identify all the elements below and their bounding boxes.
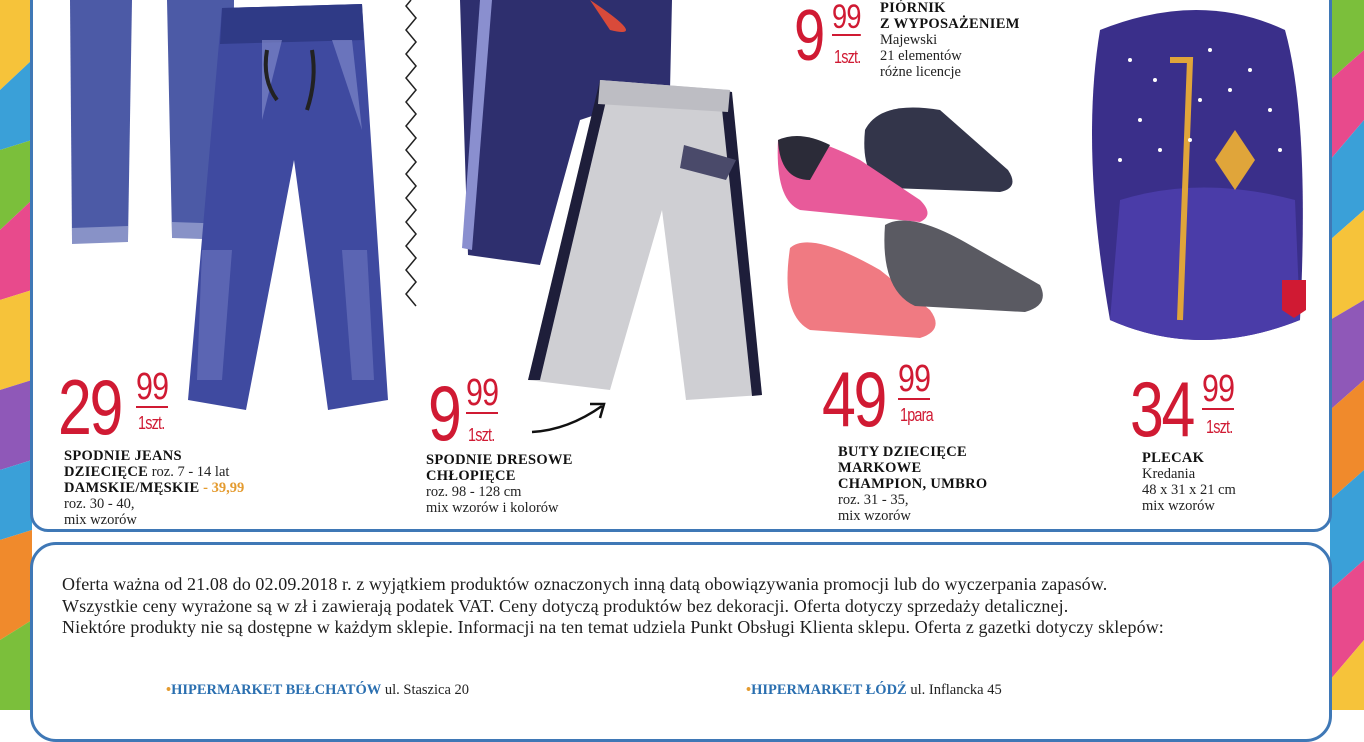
- product-desc: Kredania: [1142, 466, 1196, 482]
- product-line: [64, 480, 304, 496]
- price-unit: 1szt.: [834, 47, 861, 67]
- store-item: [166, 682, 469, 699]
- product-desc: różne licencje: [880, 64, 961, 80]
- store-name: HIPERMARKET BEŁCHATÓW: [171, 682, 382, 698]
- pencil-case-price: [794, 0, 884, 76]
- product-title: PLECAK: [1142, 450, 1205, 466]
- info-panel: [30, 542, 1332, 742]
- product-desc: roz. 98 - 128 cm: [426, 484, 522, 500]
- product-title: CHŁOPIĘCE: [426, 468, 516, 484]
- product-title-part: DZIECIĘCE: [64, 464, 149, 480]
- price-unit: 1szt.: [138, 413, 165, 433]
- shoes-price: [822, 355, 962, 443]
- product-title: PIÓRNIK: [880, 0, 946, 16]
- arrow-icon: [528, 398, 612, 438]
- product-title: MARKOWE: [838, 460, 922, 476]
- price-unit: 1szt.: [1206, 417, 1233, 437]
- price-decimal: 99: [832, 0, 861, 36]
- price-main: 29: [58, 363, 121, 451]
- vat-info-text: Wszystkie ceny wyrażone są w zł i zawierają podatek VAT. Ceny dotyczą produktów bez dekoracji. Oferta dotyczy sprzedaży detalicznej.: [62, 596, 1069, 616]
- jeans-description: [64, 448, 304, 528]
- backpack-price: [1130, 365, 1270, 453]
- store-address: ul. Staszica 20: [381, 682, 470, 698]
- price-decimal: 99: [1202, 368, 1235, 410]
- product-title: BUTY DZIECIĘCE: [838, 444, 967, 460]
- product-desc: 21 elementów: [880, 48, 962, 64]
- backpack-image: [1060, 0, 1340, 350]
- product-desc: roz. 31 - 35,: [838, 492, 909, 508]
- tracksuit-description: [426, 452, 666, 516]
- price-main: 34: [1130, 365, 1193, 453]
- product-desc: 48 x 31 x 21 cm: [1142, 482, 1236, 498]
- offer-validity-text: Oferta ważna od 21.08 do 02.09.2018 r. z wyjątkiem produktów oznaczonych inną datą obowiązywania promocji lub do wyczerpania zapasów.: [62, 574, 1108, 594]
- price-decimal: 99: [898, 358, 931, 400]
- product-title: SPODNIE DRESOWE: [426, 452, 573, 468]
- price-decimal: 99: [466, 372, 499, 414]
- price-decimal: 99: [136, 366, 169, 408]
- price-main: 9: [794, 0, 823, 76]
- tracksuit-price: [428, 369, 538, 457]
- jeans-price: [58, 363, 198, 451]
- availability-info-text: Niektóre produkty nie są dostępne w każdym sklepie. Informacji na ten temat udziela Punkt Obsługi Klienta sklepu. Oferta z gazetki dotyczy sklepów:: [62, 617, 1164, 637]
- tracksuit-pants-image: [440, 0, 770, 410]
- product-line: [64, 464, 304, 480]
- alt-price: 39,99: [211, 480, 245, 496]
- shoes-description: [838, 444, 1058, 524]
- store-name: HIPERMARKET ŁÓDŹ: [751, 682, 907, 698]
- product-desc: mix wzorów: [838, 508, 911, 524]
- product-desc: mix wzorów: [64, 512, 137, 528]
- product-size: roz. 7 - 14 lat: [148, 464, 230, 480]
- product-desc: mix wzorów: [1142, 498, 1215, 514]
- bullet: •: [746, 682, 752, 698]
- bullet: •: [166, 682, 172, 698]
- jeans-image: [62, 0, 392, 415]
- store-item: [746, 682, 1002, 699]
- product-title-part: DAMSKIE/MĘSKIE: [64, 480, 200, 496]
- price-unit: 1para: [900, 405, 933, 425]
- product-desc: roz. 30 - 40,: [64, 496, 135, 512]
- left-decoration: [0, 0, 32, 710]
- product-title: SPODNIE JEANS: [64, 448, 182, 464]
- price-main: 49: [822, 355, 885, 443]
- price-unit: 1szt.: [468, 425, 495, 445]
- zigzag-divider: [404, 0, 418, 310]
- product-desc: Majewski: [880, 32, 938, 48]
- product-desc: mix wzorów i kolorów: [426, 500, 559, 516]
- shoes-image: [770, 100, 1050, 345]
- pencil-case-description: [880, 0, 1060, 80]
- product-title: CHAMPION, UMBRO: [838, 476, 988, 492]
- backpack-description: [1142, 450, 1322, 514]
- product-title: Z WYPOSAŻENIEM: [880, 16, 1020, 32]
- price-separator: -: [199, 480, 212, 496]
- price-main: 9: [428, 369, 460, 457]
- store-address: ul. Inflancka 45: [906, 682, 1002, 698]
